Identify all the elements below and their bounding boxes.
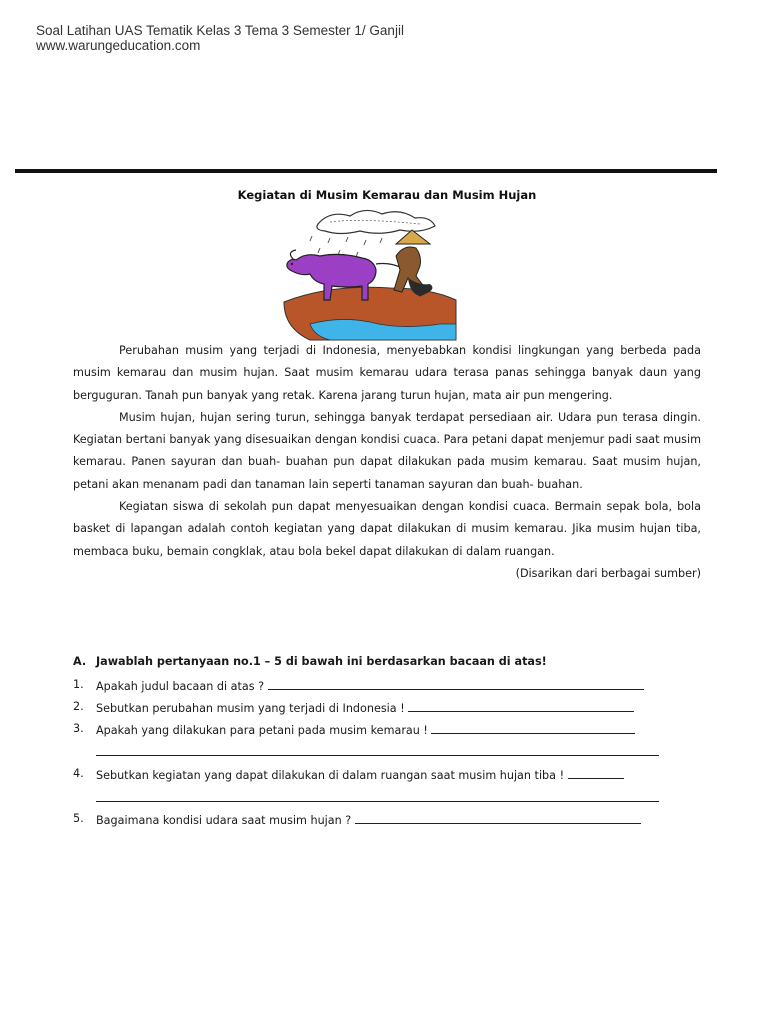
answer-line[interactable] <box>355 812 641 824</box>
answer-line[interactable] <box>408 700 634 712</box>
answer-line[interactable] <box>96 755 659 756</box>
reading-title: Kegiatan di Musim Kemarau dan Musim Hujan <box>237 188 537 202</box>
header-title: Soal Latihan UAS Tematik Kelas 3 Tema 3 Semester 1/ Ganjil <box>36 23 404 38</box>
question-number: 2. <box>73 700 84 713</box>
question-text: Bagaimana kondisi udara saat musim hujan ? <box>96 812 641 827</box>
question-number: 4. <box>73 767 84 780</box>
farmer-plowing-with-buffalo-icon <box>270 204 460 342</box>
question-number: 3. <box>73 722 84 735</box>
question-number: 5. <box>73 812 84 825</box>
reading-passage <box>73 340 701 585</box>
section-label: A. <box>73 655 87 668</box>
reading-paragraph: Musim hujan, hujan sering turun, sehingga banyak terdapat persediaan air. Udara pun terasa dingin. Kegiatan bertani banyak yang disesuaikan dengan kondisi cuaca. Para petani dapat menjemur padi saat musim kemarau. Panen sayuran dan buah- buahan pun dapat dilakukan pada musim kemarau. Saat musim hujan, petani akan menanam padi dan tanaman lain seperti tanaman sayuran dan buah- buahan. <box>73 410 701 491</box>
question-text: Apakah judul bacaan di atas ? <box>96 678 644 693</box>
answer-line[interactable] <box>568 767 624 779</box>
question-text: Apakah yang dilakukan para petani pada musim kemarau ! <box>96 722 635 737</box>
answer-line[interactable] <box>268 678 644 690</box>
header-divider <box>15 169 717 173</box>
answer-line[interactable] <box>431 722 635 734</box>
page-header <box>36 23 404 53</box>
question-text: Sebutkan perubahan musim yang terjadi di Indonesia ! <box>96 700 634 715</box>
question-text: Sebutkan kegiatan yang dapat dilakukan di dalam ruangan saat musim hujan tiba ! <box>96 767 624 782</box>
answer-line[interactable] <box>96 801 659 802</box>
section-instruction-text: Jawablah pertanyaan no.1 – 5 di bawah ini berdasarkan bacaan di atas! <box>96 655 547 668</box>
question-number: 1. <box>73 678 84 691</box>
header-website: www.warungeducation.com <box>36 38 201 53</box>
reading-paragraph: Perubahan musim yang terjadi di Indonesia, menyebabkan kondisi lingkungan yang berbeda pada musim kemarau dan musim hujan. Saat musim kemarau udara terasa panas sehingga banyak daun yang berguguran. Tanah pun banyak yang retak. Karena jarang turun hujan, mata air pun mengering. <box>73 344 701 402</box>
reading-source: (Disarikan dari berbagai sumber) <box>515 566 701 580</box>
reading-paragraph: Kegiatan siswa di sekolah pun dapat menyesuaikan dengan kondisi cuaca. Bermain sepak bola, bola basket di lapangan adalah contoh kegiatan yang dapat dilakukan di musim kemarau. Jika musim hujan tiba, membaca buku, bemain congklak, atau bola bekel dapat dilakukan di dalam ruangan. <box>73 500 701 558</box>
